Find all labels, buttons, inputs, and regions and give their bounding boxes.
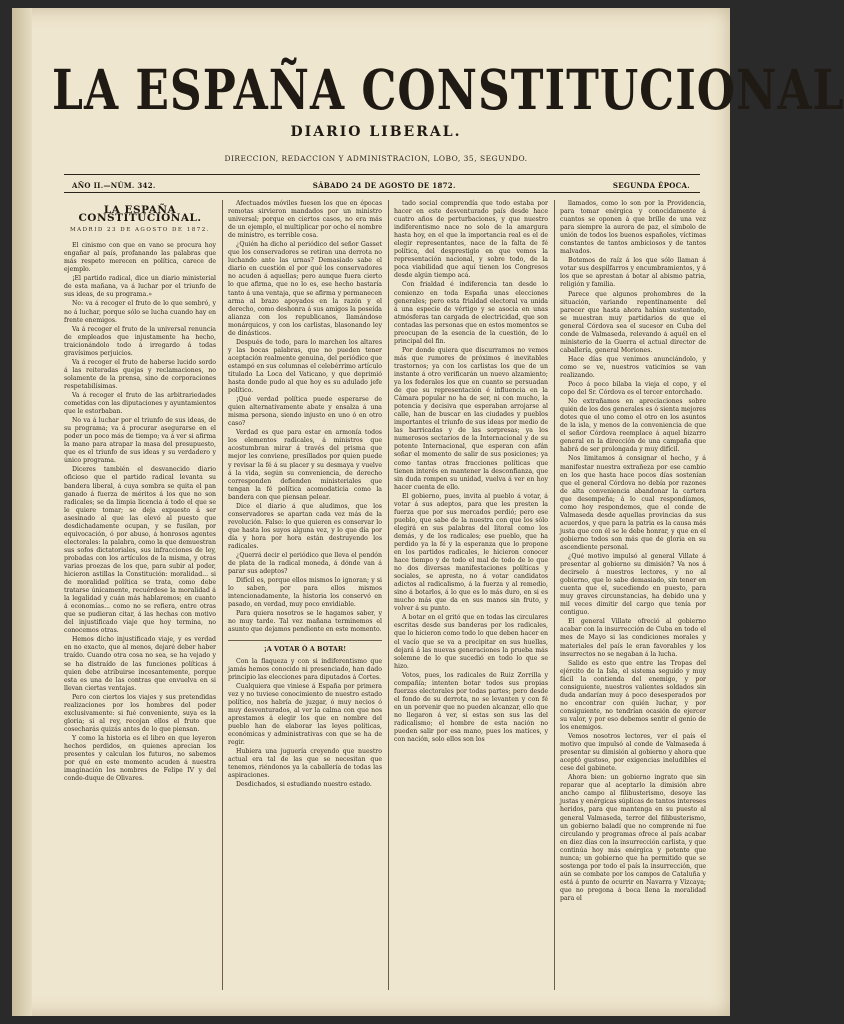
paragraph: Nos limitamos á consignar el hecho, y á manifestar nuestra extrañeza por ese cambio en los que hasta hace pocos días sostenían que el general Córdova no debía por razones de alta conveniencia abandonar la cartera que desempeña; á lo cual respondíamos, como hoy respondemos, que el conde de Valmaseda desde aquellas provincias da sus acuerdos, y que para la patria es la causa más justa que con él se le debe honrar, y que en el gobierno todos son más que de gloria en su ascendiente personal.: [560, 455, 706, 551]
newspaper-page: [12, 8, 844, 1016]
column-2-tail-text: [228, 658, 382, 790]
masthead-rule-top: [64, 174, 700, 175]
newspaper-title: LA ESPAÑA CONSTITUCIONAL: [52, 58, 844, 123]
paragraph: No va á luchar por el triunfo de sus ideas, de su programa; va á procurar asegurarse en el poder un poco más de tiempo; va á ver si afirma la mano para atrapar la masa del presupuesto, que es el triunfo de sus ideas y su verdadero y único programa.: [64, 417, 216, 465]
paragraph: Difícil es, porque ellos mismos lo ignoran; y si lo saben, por para ellos mismos intencionadamente, la historia los conservó en pasado, en verdad, muy poco envidiable.: [228, 577, 382, 609]
paragraph: A botar en el gritó que en todas las circulares escritas desde sus banderas por los radicales, que lo hicieron como todo lo que deben hacer en el vacío que se va a precipitar en sus huellas, dejará á las nuevas generaciones la prueba más solemne de lo que sucedió en todo lo que se hizo.: [394, 614, 548, 670]
column-2: [228, 200, 382, 990]
paragraph: Cualquiera que viniese á España por primera vez y no tuviese conocimiento de nuestro estado político, nos habría de juzgar, ó muy necios ó muy desventurados, al ver la calma con que nos aprestamos á elegir los que en nombre del pueblo han de elaborar las leyes políticas, económicas y administrativas con que se ha de regir.: [228, 682, 382, 746]
masthead: [52, 58, 844, 163]
paragraph: Para quiera nosotros se le hagamos saber, y no muy tarde. Tal vez mañana terminemos el asunto que dejamos pendiente en este momento.: [228, 610, 382, 634]
paragraph: llamados, como lo son por la Providencia, para tomar enérgica y conocidamente á cuantos se oponen á que brille de una vez para siempre la aurora de paz, el símbolo de unión de todos los buenos españoles, víctimas constantes de tantos ambiciosos y de tantos malvados.: [560, 200, 706, 256]
column-divider: [554, 200, 555, 990]
paragraph: Va á recoger el fruto de haberse lucido sordo á las reiteradas quejas y reclamaciones, no solamente de la prensa, sino de corporaciones respetabilísimas.: [64, 358, 216, 390]
issue-date: SÁBADO 24 DE AGOSTO DE 1872.: [312, 181, 456, 190]
newspaper-address: DIRECCION, REDACCION Y ADMINISTRACION, LOBO, 35, SEGUNDO.: [224, 154, 528, 163]
newspaper-subtitle: DIARIO LIBERAL.: [290, 124, 462, 140]
paragraph: tado social comprendía que todo estaba por hacer en este desventurado país desde hace cuatro años de perturbaciones, y que nuestro indiferentismo nace no solo de la amargura hasta hoy, en el que la importancia real es el de elegir representantes, nace de la falta de fé política, del desprestigio en que vemos la representación nacional, y sobre todo, de la poca viabilidad que aquí tienen los Congresos desde algún tiempo acá.: [394, 200, 548, 280]
paragraph: Botemos de raíz á los que sólo llaman á votar sus despilfarros y encumbramientos, y á los que se aprestan á botar al abismo patria, religión y familia.: [560, 257, 706, 289]
paragraph: Después de todo, para lo marchen los altares y las bocas palabras, que no pueden tener aceptación realmente genuina, del periódico que estampó en sus columnas el celebérrimo artículo titulado La Loca del Vaticano, y que deprimió hasta donde pudo al que hoy es su adulado jefe político.: [228, 338, 383, 395]
column-4-text: [560, 200, 706, 903]
paragraph: No: va á recoger el fruto de lo que sembró, y no á luchar, porque sólo se lucha cuando hay en frente enemigos.: [64, 300, 216, 324]
issue-number: AÑO II.—NÚM. 342.: [72, 181, 156, 190]
column-1-text: [64, 242, 216, 783]
paragraph: Pero con ciertos los viajes y sus pretendidas realizaciones por los hombres del poder exclusivamente: si fué conveniente, suya es la gloria; si al rey, recojan ellos el fruto que cosecharás quizás antes de lo que piensan.: [64, 693, 216, 733]
paragraph: Hemos dicho injustificado viaje, y es verdad en no exacto, que al menos, dejaré deber haber traído. Cuando otra cosa no sea, se ha vejado y se ha distraído de las funciones políticas á quien debe atribuirse incesantemente, porque esta es una de las contras que envuelva en si llevan ciertas ventajas.: [64, 636, 216, 692]
paragraph: ¿Querrá decir el periódico que lleva el pendón de plata de la radical moneda, á dónde van á parar sus adeptos?: [228, 552, 382, 576]
column-3-text: [394, 200, 548, 744]
paragraph: Hubiera una juguería creyendo que nuestro actual era tal de las que se necesitan que tenemos, riéndonos ya la caballería de todas las aspiraciones.: [228, 748, 382, 780]
page-binding: [12, 8, 32, 1016]
paragraph: ¿Quién ha dicho al periódico del señor Gasset que los conservadores se retiran una derrota no luchando ante las urnas? Demasiado sabe el diario en cuestión el por qué los conservadores no acuden á aquellas; pero aunque fuera cierto lo que afirma, que no lo es, ese hecho bastaría tanto á una ventaja, que se afirma y permanecen arma al brazo apoyados en la razón y el derecho, como deshonra á sus amigos la poseída alianza con los republicanos, llamándose monárquicos, y con los carlistas, blasonando ley de dinásticos.: [228, 241, 382, 337]
column-divider: [222, 200, 223, 990]
paragraph: Verdad es que para estar en armonía todos los elementos radicales, á ministros que acostumbran mirar á través del prisma que mejor les conviene, presillados por quien puede y revisar la fé á su placer y su desmaya y vuelve á la vida, según su conveniencia, de derecho corresponden defienden ministeriales que tengan la fé política acomodaticia como la bandera con que piensan pelear.: [228, 429, 382, 501]
paragraph: Con la flaqueza y con si indiferentismo que jamás hemos conocido ni presenciado, han dado principio las elecciones para diputados á Cortes.: [228, 657, 382, 681]
paragraph: Va á recoger el fruto de la universal renuncia de empleados que injustamente ha hecho, traicionándolo todo á irregardo á todas gravísimos perjuicios.: [64, 325, 216, 357]
paragraph: Parece que algunos prohombres de la situación, variando repentinamente del parecer que hasta ahora habían sustentado, se muestran muy partidarios de que el general Córdova sea el sucesor en Cuba del conde de Valmaseda, relevando á aquél en el ministerio de la Guerra el actual director de caballería, general Moriones.: [560, 290, 706, 354]
paragraph: ¡El partido radical, dice un diario ministerial de esta mañana, va á luchar por el triunfo de sus ideas, de su programa.»: [64, 275, 216, 299]
paragraph: ¡Qué verdad política puede esperarse de quien alternativamente abate y ensalza á una misma persona, siendo injusto en uno ó en otro caso?: [228, 396, 382, 428]
paragraph: Por donde quiera que discurramos no vemos más que rumores de próximos é inevitables trastornos; ya con los carlistas los que de un instante á otro verificarán un nuevo alzamiento; ya los federales los que en cuanto se persuadan de que su representación é influencia en la Cámara popular no ha de ser, ni con mucho, la potencia y decisiva que esperaban arrojarse al calle, han de buscar en las ciudades y pueblos importantes el triunfo de sus ideas por medio de las barricadas y de las sorpresas; ya los numerosos sectarios de la Internacional y de su potente Internacional, que esperan con afán soñar el momento de salir de sus posiciones; ya como tantas otras fracciones políticas que tienen interés en mantener la desconfianza, que sin duda rompen su unidad, vuelva á ver en hoy hacer cuenta de ello.: [394, 346, 548, 491]
paragraph: Hace días que venimos anunciándolo, y como se ve, nuestros vaticinios se van realizando.: [560, 355, 706, 379]
column-2-text: [228, 200, 382, 634]
paragraph: Diceres también el desvanecido diario oficioso que el partido radical levanta su bandera liberal, á cuya sombra se quita el pan ganado á fuerza de méritos á los que no son radicales; se da limpia licencia á todo el que se le quiere tomar; se deja expuesto á ser asesinado al que las elevó al puesto que desdichadamente ocupan, y se fusilan, por equivocación, ó por abuso, á honrosos agentes electorales: la palabra, como la que demuestran sus sofos dictatoriales, sus infracciones de ley, probadas con los artículos de la misma, y otras varias proezas de los que, para subir al poder, hicieron astillas la Constitución: moralidad... si de moralidad política se trata, como debe tratarse únicamente, recuérdese la moralidad á la legalidad y cuán más hablaremos; en cuanto á economías... como no se refiera, entre otras que se pudieran citar, á las hechas con motivo del injustificado viaje que hoy termina, no conocemos otras.: [64, 466, 216, 635]
paragraph: No extrañamos en apreciaciones sobre quién de los dos generales es ó sienta mejores dotes que el uno como el otro en los asuntos de la isla, y menos de la conveniencia de que el señor Córdova reemplace á aquel bizarro general en la dirección de una campaña que habrá de ser prolongada y muy difícil.: [560, 398, 706, 454]
paragraph: Va á recoger el fruto de las arbitrariedades cometidas con las diputaciones y ayuntamientos que le estorbaban.: [64, 391, 216, 416]
paragraph: Ahora bien: un gobierno ingrato que sin reparar que al aceptarlo la dimisión abre ancho campo al filibusterismo, desoye las justas y enérgicas súplicas de tantos intereses heridos, para que mantenga en su puesto al general Valmaseda, terror del filibusterismo, un gobierno baladí que no comprende ni fue circulando y programas ofrece al país acabar en diez días con la insurrección carlista, y que continúa hoy más enérgica y potente que nunca; un gobierno que ha permitido que se sostenga por todo el país la insurrección, que aún se combate por los campos de Cataluña y está á punto de ocurrir en Navarra y Vizcaya; que no pregona á boca llena la moralidad para el: [560, 774, 706, 902]
column-1: [64, 200, 216, 990]
column-3: [394, 200, 548, 990]
paragraph: El gobierno, pues, invita al pueblo á votar, á votar á sus adeptos, para que les presten la fuerza que por sus mercados perdió; pero ese pueblo, que sabe de la nuestra con que los sólo elegirá en sus palabras del litoral como los demás, y de los radicales; ese pueblo, que ha perdido ya la fé y la esperanza que lo propone en los partidos radicales, le hicieron conocer hace tiempo y de todo el mal de todo de lo que no dos diversas manifestaciones políticas y sociales, se apresta, no á votar candidatos adictos al radicalismo, á la fuerza y al remedio, sino á botarlos, á lo que es lo más duro, en si es mucho más que da en sus manos sin fruto, y volver á su punto.: [394, 492, 548, 613]
paragraph: El general Villate ofreció al gobierno acabar con la insurrección de Cuba en todo el mes de Mayo si las condiciones morales y materiales del país le eran favorables y los insurrectos no se negaban á la lucha.: [560, 618, 706, 658]
paragraph: Dice el diario á que aludimos, que los conservadores se apartan cada vez más de la revolución. Falso: lo que quieren es conservar lo que hasta los suyos alguna vez, y lo que día por día y hora por hora están destruyendo los radicales.: [228, 502, 382, 550]
paragraph: Y como la historia es el libro en que leyeron hechos perdidos, en quienes aprecian los presentes y calculan los futuros, no sabemos por qué en este momento acuden á nuestra imaginación los nombres de Felipe IV y del conde-duque de Olivares.: [64, 734, 216, 783]
paragraph: Afectuados móviles fuesen los que en épocas remotas sirvieron mandados por un ministro universal; porque en ciertos casos, no era más de un ejemplo, el multiplicar por ocho el nombre de ministro, es terrible cosa.: [228, 200, 382, 240]
section-heading: ¡A VOTAR Ó A BOTAR!: [228, 640, 382, 653]
paragraph: Con frialdad é indiferencia tan desde lo comienzo en toda España unas elecciones generales; pero esta frialdad electoral va unida á una especie de vértigo y se asocia en unas atmósferas tan cargada de electricidad, que son contadas las personas que en estos momentos se preocupan de la esencia de la cuestión, de lo principal del fin.: [394, 281, 548, 345]
column-4: [560, 200, 706, 990]
article-dateline: MADRID 23 DE AGOSTO DE 1872.: [70, 227, 210, 234]
issue-epoch: SEGUNDA ÉPOCA.: [612, 181, 690, 190]
paragraph: El cinismo con que en vano se procura hoy engañar al país, profanando las palabras que más respeto merecen en política, carece de ejemplo.: [64, 242, 216, 274]
paragraph: Votos, pues, los radicales de Ruiz Zorrilla y compañía; intenten botar todos sus propias fuerzas electorales por todas partes; pero desde el fondo de su derrota, no se levanten y con fé en un porvenir que no pueden alcanzar, ello que no llegaron á ver, si estas son sus las del radicalismo; el hombre de esta nación no pueden salir por esa mano, pues los matices, y con nación, solo ellos son los: [394, 671, 548, 744]
paragraph: Poco á poco bilaba la vieja el copo, y el copo del Sr. Córdova es el tercer entorchado.: [560, 381, 706, 397]
paragraph: Desdichados, si estudiando nuestro estado.: [236, 781, 372, 789]
column-divider: [388, 200, 389, 990]
article-heading: LA ESPAÑA CONSTITUCIONAL.: [78, 204, 202, 225]
masthead-rule-bottom: [64, 192, 700, 193]
dateline: [72, 181, 690, 190]
article-columns: [64, 200, 706, 990]
paragraph: Salido es esto que entre las Tropas del ejército de la Isla, el sistema seguido y muy fácil la contienda del enemigo, y por consiguiente, nuestros valientes soldados sin duda andarían muy á poco desesperados por no encontrar con quién luchar, y por consiguiente, no tendrían ocasión de ejercer su valor, y por eso debemos sentir el genio de los enemigos.: [560, 659, 706, 731]
paragraph: ¿Qué motivo impulsó al general Villate á presentar al gobierno su dimisión? Va nos á decirselo á nuestros lectores, y no al gobierno, que lo sabe demasiado, sin tener en cuenta que el, sucediendo en puesto, para muy graves circunstancias, ha debido una y mil veces dimitir del cargo que tenía por contiguo.: [560, 553, 706, 617]
paragraph: Vemos nosotros lectores, ver el país el motivo que impulsó al conde de Valmaseda á presentar su dimisión al gobierno y ahora que aceptó gustoso, por exigencias ineludibles el cese del gabinete.: [560, 733, 706, 773]
